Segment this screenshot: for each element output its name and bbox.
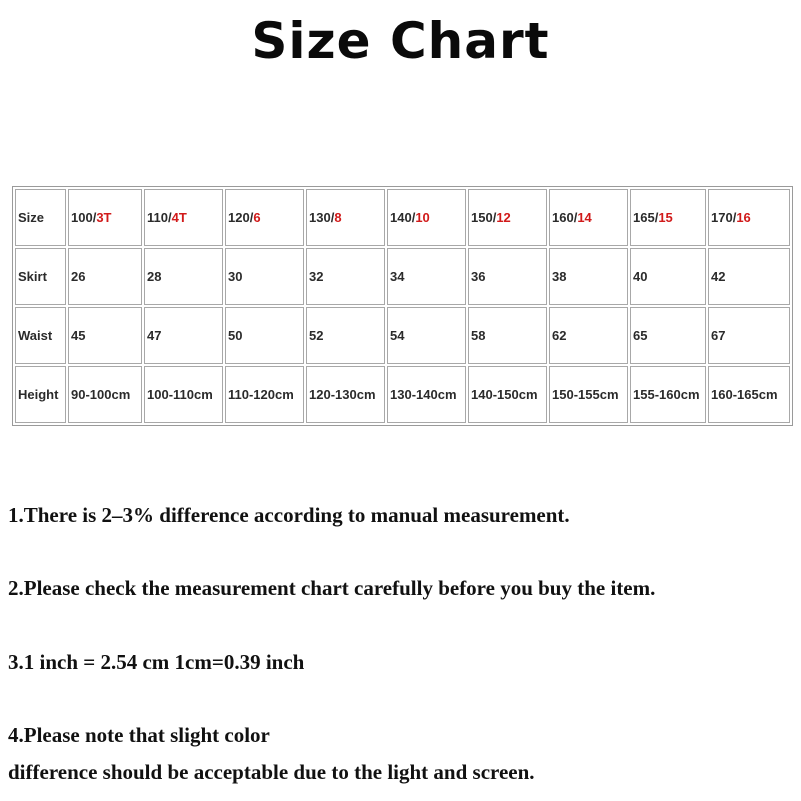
skirt-row bbox=[15, 248, 790, 305]
note-color-line2: difference should be acceptable due to the light and screen. bbox=[8, 760, 535, 784]
skirt-cell: 26 bbox=[68, 248, 142, 305]
height-cell: 130-140cm bbox=[387, 366, 466, 423]
skirt-cell: 38 bbox=[549, 248, 628, 305]
size-cell: 160/14 bbox=[549, 189, 628, 246]
page-title: Size Chart bbox=[251, 12, 550, 70]
skirt-cell: 40 bbox=[630, 248, 706, 305]
size-tag: 3T bbox=[96, 210, 112, 225]
row-label-skirt: Skirt bbox=[15, 248, 66, 305]
size-cell: 165/15 bbox=[630, 189, 706, 246]
size-tag: 10 bbox=[415, 210, 430, 225]
note-measurement-difference: 1.There is 2–3% difference according to manual measurement. bbox=[8, 503, 570, 527]
skirt-cell: 36 bbox=[468, 248, 547, 305]
waist-cell: 54 bbox=[387, 307, 466, 364]
size-cell: 140/10 bbox=[387, 189, 466, 246]
size-tag: 16 bbox=[736, 210, 751, 225]
height-cell: 140-150cm bbox=[468, 366, 547, 423]
skirt-cell: 32 bbox=[306, 248, 385, 305]
height-cell: 160-165cm bbox=[708, 366, 790, 423]
height-cell: 155-160cm bbox=[630, 366, 706, 423]
waist-cell: 45 bbox=[68, 307, 142, 364]
waist-cell: 65 bbox=[630, 307, 706, 364]
size-row bbox=[15, 189, 790, 246]
size-cell: 120/6 bbox=[225, 189, 304, 246]
waist-cell: 47 bbox=[144, 307, 223, 364]
waist-cell: 58 bbox=[468, 307, 547, 364]
waist-cell: 62 bbox=[549, 307, 628, 364]
size-cell: 130/8 bbox=[306, 189, 385, 246]
waist-row bbox=[15, 307, 790, 364]
size-chart-table-wrapper bbox=[12, 186, 793, 426]
note-unit-conversion: 3.1 inch = 2.54 cm 1cm=0.39 inch bbox=[8, 650, 305, 674]
size-tag: 12 bbox=[496, 210, 511, 225]
size-tag: 4T bbox=[171, 210, 187, 225]
row-label-height: Height bbox=[15, 366, 66, 423]
height-row bbox=[15, 366, 790, 423]
skirt-cell: 34 bbox=[387, 248, 466, 305]
waist-cell: 52 bbox=[306, 307, 385, 364]
skirt-cell: 42 bbox=[708, 248, 790, 305]
size-cell: 170/16 bbox=[708, 189, 790, 246]
row-label-size: Size bbox=[15, 189, 66, 246]
height-cell: 110-120cm bbox=[225, 366, 304, 423]
size-tag: 14 bbox=[577, 210, 592, 225]
note-check-chart: 2.Please check the measurement chart carefully before you buy the item. bbox=[8, 576, 656, 600]
size-chart-table bbox=[12, 186, 793, 426]
size-cell: 110/4T bbox=[144, 189, 223, 246]
skirt-cell: 30 bbox=[225, 248, 304, 305]
height-cell: 90-100cm bbox=[68, 366, 142, 423]
skirt-cell: 28 bbox=[144, 248, 223, 305]
row-label-waist: Waist bbox=[15, 307, 66, 364]
size-tag: 8 bbox=[334, 210, 342, 225]
size-tag: 6 bbox=[253, 210, 261, 225]
size-cell: 100/3T bbox=[68, 189, 142, 246]
height-cell: 120-130cm bbox=[306, 366, 385, 423]
size-tag: 15 bbox=[658, 210, 673, 225]
height-cell: 100-110cm bbox=[144, 366, 223, 423]
size-cell: 150/12 bbox=[468, 189, 547, 246]
note-color-line1: 4.Please note that slight color bbox=[8, 723, 270, 747]
waist-cell: 50 bbox=[225, 307, 304, 364]
height-cell: 150-155cm bbox=[549, 366, 628, 423]
waist-cell: 67 bbox=[708, 307, 790, 364]
